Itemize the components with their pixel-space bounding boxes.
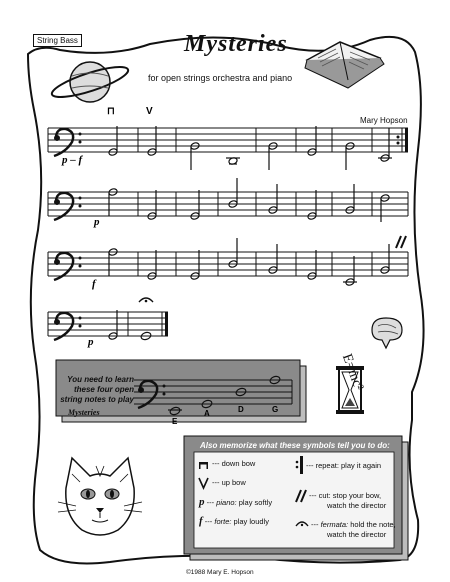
- up-bow-label: --- up bow: [212, 478, 246, 487]
- instrument-label: String Bass: [33, 34, 82, 47]
- up-bow-mark: V: [146, 106, 153, 117]
- piano-term: piano:: [216, 498, 237, 507]
- dynamic-system-2: p: [94, 216, 100, 228]
- learn-logo: Mysteries: [68, 408, 100, 417]
- cut-label-2: watch the director: [327, 501, 387, 510]
- cat-icon: [58, 458, 142, 535]
- down-bow-mark: ⊓: [107, 106, 115, 117]
- fermata-label: [311, 520, 396, 530]
- piano-meaning: play softly: [238, 498, 273, 507]
- repeat-label: --- repeat: play it again: [306, 461, 382, 470]
- dynamic-system-3: f: [92, 278, 96, 290]
- dynamic-system-1: p – f: [62, 154, 83, 166]
- learn-text: You need to learn these four open string notes to play: [60, 375, 134, 404]
- piece-subtitle: for open strings orchestra and piano: [148, 73, 293, 83]
- piano-dashes: ---: [206, 498, 215, 507]
- note-letter-d: D: [238, 405, 244, 414]
- memorize-title: Also memorize what these symbols tell you to do:: [200, 441, 390, 450]
- forte-label: [199, 516, 269, 527]
- staff-system-2: [48, 178, 408, 222]
- forte-dashes: ---: [204, 517, 213, 526]
- dynamic-system-4: p: [88, 336, 94, 348]
- note-letter-a: A: [204, 409, 210, 418]
- forte-symbol: f: [199, 515, 203, 527]
- composer-name: Mary Hopson: [360, 116, 408, 125]
- formula-text: E=mc²: [338, 352, 366, 393]
- book-icon: [305, 42, 384, 88]
- piano-label: [199, 497, 272, 508]
- staff-system-3: [48, 236, 408, 286]
- cut-label: --- cut: stop your bow,: [309, 491, 382, 500]
- fermata-term: fermata:: [320, 520, 349, 529]
- staff-system-1: [48, 126, 408, 170]
- fermata-label-2: watch the director: [327, 530, 387, 539]
- brain-icon: [372, 318, 402, 348]
- down-bow-label: --- down bow: [212, 459, 256, 468]
- piece-title: Mysteries: [184, 31, 288, 57]
- fermata-dashes: ---: [311, 520, 319, 529]
- copyright-text: ©1988 Mary E. Hopson: [186, 569, 254, 576]
- staff-system-4: [48, 298, 168, 341]
- fermata-meaning: hold the note,: [350, 520, 396, 529]
- forte-meaning: play loudly: [233, 517, 269, 526]
- forte-term: forte:: [214, 517, 232, 526]
- note-letter-g: G: [272, 405, 279, 414]
- note-letter-e: E: [172, 417, 178, 426]
- saturn-icon: [49, 61, 131, 103]
- piano-symbol: p: [199, 496, 205, 508]
